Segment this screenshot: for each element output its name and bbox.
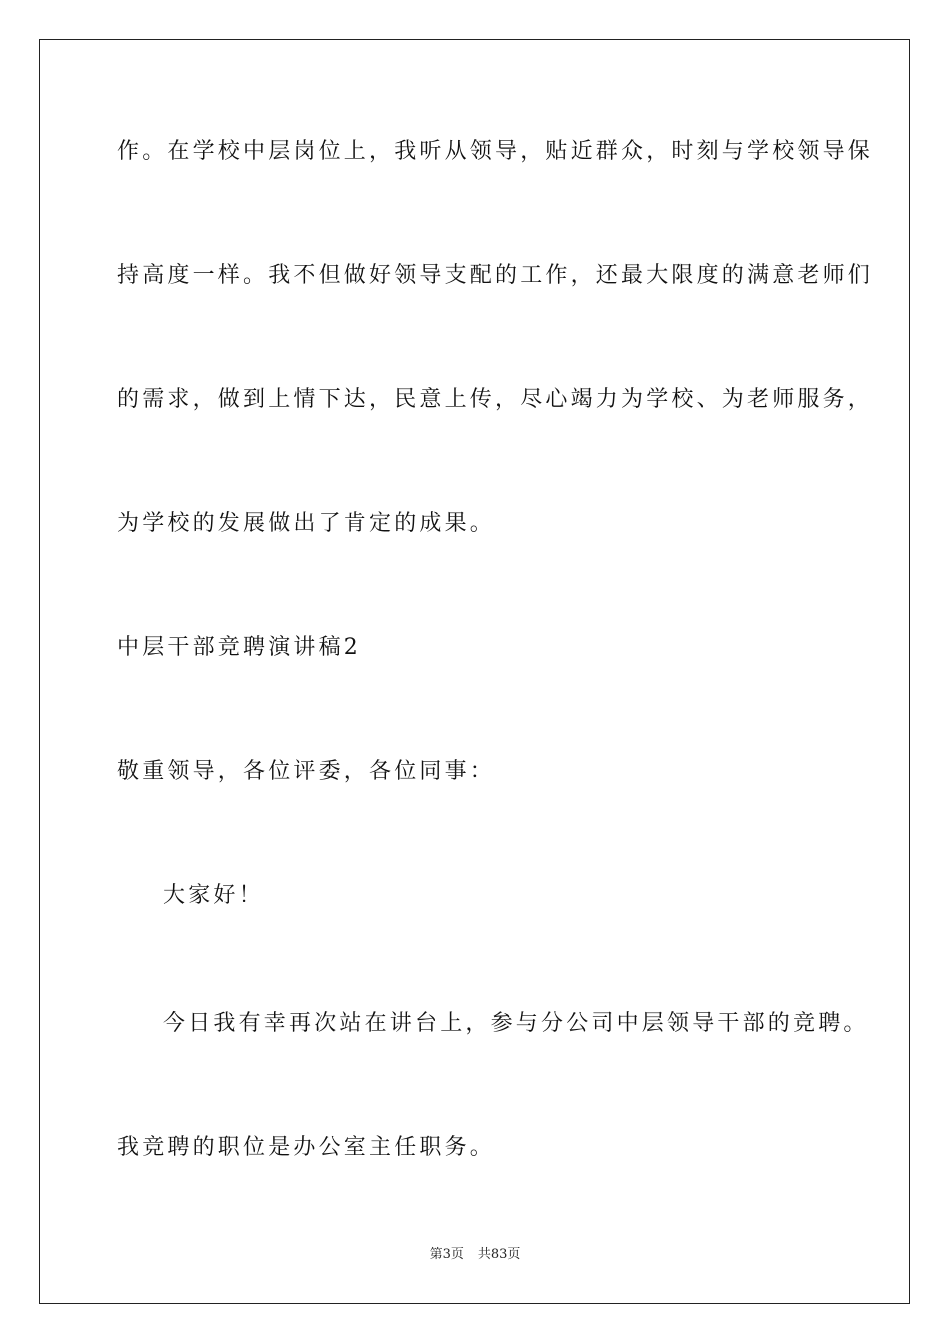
paragraph-line-5: 今日我有幸再次站在讲台上，参与分公司中层领导干部的竞聘。 (163, 1011, 869, 1036)
paragraph-line-6: 我竞聘的职位是办公室主任职务。 (117, 1135, 496, 1160)
paragraph-line-2: 持高度一样。我不但做好领导支配的工作，还最大限度的满意老师们 (117, 263, 874, 288)
page-footer (0, 1247, 950, 1263)
paragraph-line-4: 为学校的发展做出了肯定的成果。 (117, 511, 496, 536)
page-frame (39, 39, 910, 1304)
greeting: 大家好！ (163, 883, 264, 908)
paragraph-line-1: 作。在学校中层岗位上，我听从领导，贴近群众，时刻与学校领导保 (117, 139, 874, 164)
page-total: 共83页 (477, 1247, 521, 1262)
page-number: 第3页 (429, 1247, 464, 1262)
paragraph-line-3: 的需求，做到上情下达，民意上传，尽心竭力为学校、为老师服务， (117, 387, 874, 412)
salutation: 敬重领导，各位评委，各位同事： (117, 759, 496, 784)
section-heading: 中层干部竞聘演讲稿2 (117, 635, 361, 660)
